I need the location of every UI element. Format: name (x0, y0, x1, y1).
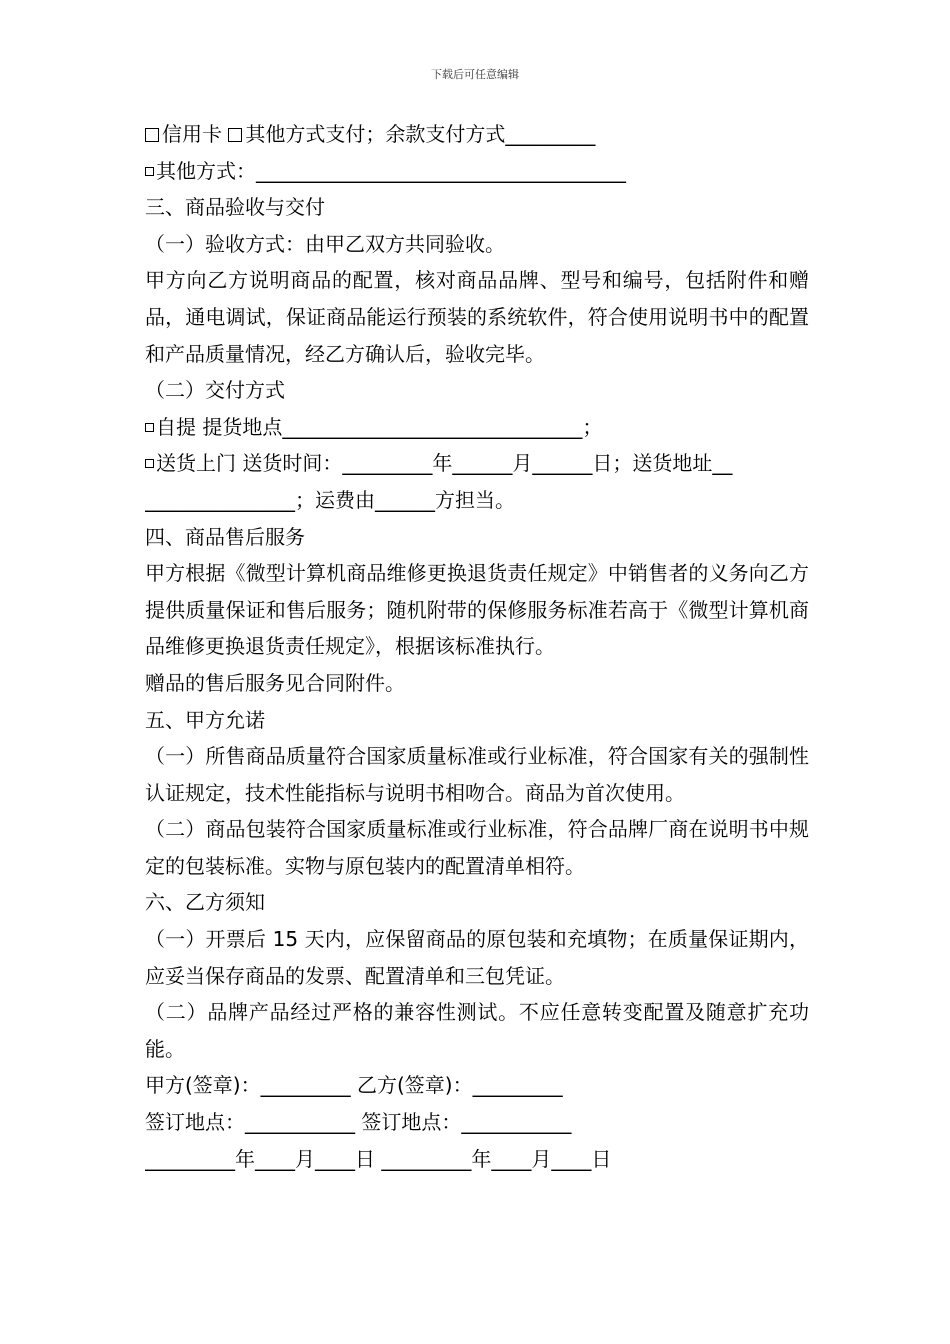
paragraph: （一）开票后 15 天内，应保留商品的原包装和充填物；在质量保证期内，应妥当保存商品的发票、配置清单和三包凭证。 (145, 927, 809, 988)
section-heading: 五、甲方允诺 (145, 707, 265, 732)
checkbox-icon[interactable] (145, 167, 154, 176)
contract-body (145, 116, 809, 1177)
section-heading: 六、乙方须知 (145, 890, 265, 915)
acceptance-method: （一）验收方式：由甲乙双方共同验收。 (145, 231, 505, 256)
signing-place-line: 签订地点：___________ 签订地点：___________ (145, 1110, 572, 1135)
checkbox-icon[interactable] (228, 128, 242, 142)
paragraph: 甲方向乙方说明商品的配置，核对商品品牌、型号和编号，包括附件和赠品，通电调试，保证商品能运行预装的系统软件，符合使用说明书中的配置和产品质量情况，经乙方确认后，验收完毕。 (145, 268, 809, 366)
paragraph: 甲方根据《微型计算机商品维修更换退货责任规定》中销售者的义务向乙方提供质量保证和售后服务；随机附带的保修服务标准若高于《微型计算机商品维修更换退货责任规定》，根据该标准执行。 (145, 561, 809, 659)
page-header: 下载后可任意编辑 (431, 68, 519, 81)
home-delivery-line: 送货上门 送货时间：_________年______月______日；送货地址__ (145, 445, 809, 482)
paragraph: （一）所售商品质量符合国家质量标准或行业标准，符合国家有关的强制性认证规定，技术性能指标与说明书相吻合。商品为首次使用。 (145, 744, 809, 805)
section-heading: 三、商品验收与交付 (145, 195, 325, 220)
paragraph: （二）商品包装符合国家质量标准或行业标准，符合品牌厂商在说明书中规定的包装标准。实物与原包装内的配置清单相符。 (145, 817, 809, 878)
date-line: _________年____月____日 _________年____月____日 (145, 1146, 612, 1171)
checkbox-icon[interactable] (145, 423, 154, 432)
gift-service-line: 赠品的售后服务见合同附件。 (145, 670, 405, 695)
payment-methods-line: 信用卡 其他方式支付；余款支付方式_________ (145, 116, 809, 153)
checkbox-icon[interactable] (145, 128, 159, 142)
paragraph: （二）品牌产品经过严格的兼容性测试。不应任意转变配置及随意扩充功能。 (145, 1000, 809, 1061)
shipping-fee-line: _______________；运费由______方担当。 (145, 487, 515, 512)
checkbox-icon[interactable] (145, 459, 154, 468)
signature-line: 甲方(签章)：_________ 乙方(签章)：_________ (145, 1073, 563, 1098)
delivery-method-heading: （二）交付方式 (145, 378, 285, 403)
other-method-line: 其他方式：_____________________________________ (145, 153, 809, 190)
section-heading: 四、商品售后服务 (145, 524, 305, 549)
self-pickup-line: 自提 提货地点______________________________； (145, 409, 809, 446)
